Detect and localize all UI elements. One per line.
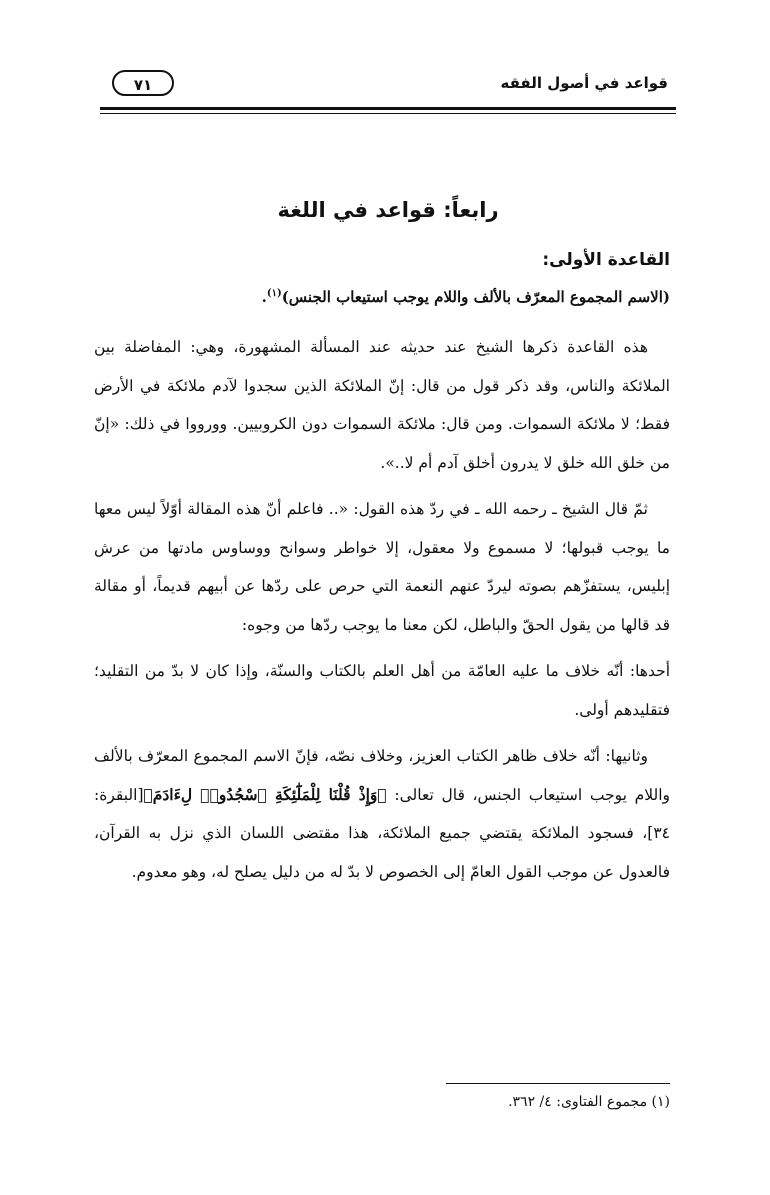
paragraph-4-part2: ، فسجود الملائكة يقتضي جميع الملائكة، هذا مقتضى اللسان الذي نزل به القرآن، فالعدول عن موجب القول العامّ إلى الخصوص لا بدّ له من دليل يصلح له، وهو معدوم. bbox=[94, 824, 670, 881]
paragraph-3: أحدها: أنّه خلاف ما عليه العامّة من أهل العلم بالكتاب والسنّة، وإذا كان لا بدّ من التقليد؛ فتقليدهم أولى. bbox=[94, 662, 670, 719]
rule-statement-text: (الاسم المجموع المعرّف بالألف واللام يوجب استيعاب الجنس) bbox=[281, 288, 670, 306]
body-text bbox=[94, 328, 670, 899]
quran-verse: ﴿وَإِذْ قُلْنَا لِلْمَلَٰٓئِكَةِ ٱسْجُدُوا۟ لِءَادَمَ﴾ bbox=[143, 784, 387, 804]
paragraph-1: هذه القاعدة ذكرها الشيخ عند حديثه عند المسألة المشهورة، وهي: المفاضلة بين الملائكة والناس، وقد ذكر قول من قال: إنّ الملائكة الذين سجدوا لآدم ملائكة في الأرض فقط؛ لا ملائكة السموات. ومن قال: ملائكة السموات دون الكروبيين. وورووا في ذلك: «إنّ من خلق الله خلق لا يدرون أخلق آدم أم لا..». bbox=[94, 338, 670, 472]
footnote: (١) مجموع الفتاوى: ٤/ ٣٦٢. bbox=[508, 1094, 670, 1110]
footnote-rule bbox=[446, 1083, 670, 1084]
header-rule-thin bbox=[100, 113, 676, 114]
page-number: ٧١ bbox=[112, 70, 174, 96]
paragraph-4-part1: وثانيها: أنّه خلاف ظاهر الكتاب العزيز، وخلاف نصّه، فإنّ الاسم المجموع المعرّف بالألف واللام يوجب استيعاب الجنس، قال تعالى: bbox=[94, 747, 670, 804]
paragraph-2: ثمّ قال الشيخ ـ رحمه الله ـ في ردّ هذه القول: «.. فاعلم أنّ هذه المقالة أوّلاً ليس معها ما يوجب قبولها؛ لا مسموع ولا معقول، إلا خواطر وسوانح ووساوس مادتها من عرش إبليس، يستفزّهم بصوته ليردّ عنهم النعمة التي حرص على ردّها عن أبيهم قديماً، أو مقالة قد قالها من يقول الحقّ والباطل، لكن معنا ما يوجب ردّها من وجوه: bbox=[94, 500, 670, 634]
rule-heading: القاعدة الأولى: bbox=[542, 250, 670, 270]
rule-statement bbox=[94, 288, 670, 306]
section-heading: رابعاً: قواعد في اللغة bbox=[277, 198, 499, 222]
paragraph-4 bbox=[94, 737, 670, 891]
verse-citation: [البقرة: ٣٤] bbox=[94, 785, 670, 842]
running-title: قواعد في أصول الفقه bbox=[500, 74, 668, 92]
footnote-marker: (١) bbox=[266, 288, 282, 299]
statement-period: . bbox=[261, 288, 267, 306]
header-rule-thick bbox=[100, 107, 676, 110]
